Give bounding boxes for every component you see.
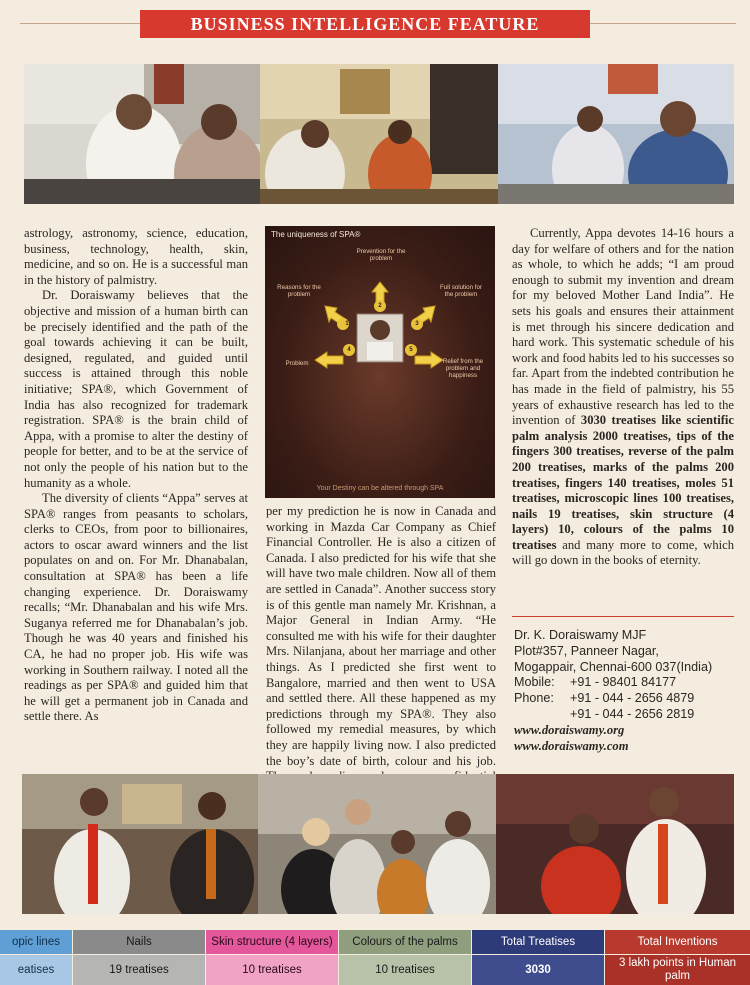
diagram-number: 5 xyxy=(409,346,413,353)
table-cell: eatises xyxy=(0,955,72,985)
diagram-label-bottom-left: Problem xyxy=(285,360,309,367)
diagram-footer: Your Destiny can be altered through SPA xyxy=(316,485,444,492)
photo-group-1 xyxy=(22,774,258,914)
table-header: Skin structure (4 layers) xyxy=(206,930,338,954)
treatises-list: 3030 treatises like scientific palm analysis 2000 treatises, tips of the fingers 300 treatises, reverse of the palm 200 treatises, marks of the palms 200 treatises, fingers 140 treatises, moles 51 treatises, microscopic lines 100 treatises, nails 19 treatises, skin structure (4 layers) 10, colours of the palms 10 treatises xyxy=(512,413,735,552)
table-cell: 3030 xyxy=(472,955,604,985)
table-header: Total Treatises xyxy=(472,930,604,954)
table-header: Total Inventions xyxy=(605,930,750,954)
table-cell: 10 treatises xyxy=(339,955,471,985)
photo-consultation-2 xyxy=(260,64,498,204)
photo-group-3 xyxy=(496,774,734,914)
table-header: Nails xyxy=(73,930,205,954)
spa-diagram xyxy=(265,226,495,498)
paragraph xyxy=(512,226,734,569)
diagram-number: 1 xyxy=(345,320,349,327)
diagram-title: The uniqueness of SPA® xyxy=(271,230,361,239)
contact-address-line: Plot#357, Panneer Nagar, xyxy=(514,643,659,658)
table-header: opic lines xyxy=(0,930,72,954)
website-link[interactable]: www.doraiswamy.org xyxy=(514,722,625,737)
article-column-1 xyxy=(24,226,248,725)
photo-consultation-1 xyxy=(24,64,260,204)
article-column-3 xyxy=(512,226,734,569)
diagram-number: 3 xyxy=(415,320,419,327)
contact-divider xyxy=(512,616,734,617)
treatises-table xyxy=(0,930,750,985)
diagram-number: 4 xyxy=(347,346,351,353)
contact-block xyxy=(514,628,734,754)
feature-banner: BUSINESS INTELLIGENCE FEATURE xyxy=(140,10,590,38)
table-cell: 10 treatises xyxy=(206,955,338,985)
photo-consultation-3 xyxy=(498,64,734,204)
paragraph: The diversity of clients “Appa” serves at SPA® ranges from peasants to scholars, clerks to CEOs, from poor to billionaires, actors to oscar award winners and the list populates on and on. For Mr. Dhanabalan, consultation at SPA® has been a life changing experience. Dr. Doraiswamy recalls; “Mr. Dhanabalan and his wife Mrs. Suganya referred me for Dhanabalan’s job. Though he was 40 years and finished his CA, he had no proper job. His wife was working in Southern railway. I noted all the readings as per SPA® and guided him that he will get a permanent job in Canada and settle there. As xyxy=(24,491,248,724)
table-cell: 3 lakh points in Human palm xyxy=(605,955,750,985)
contact-address-line: Mogappair, Chennai-600 037(India) xyxy=(514,659,713,674)
table-header: Colours of the palms xyxy=(339,930,471,954)
diagram-label-top: Prevention for the problem xyxy=(356,248,406,262)
paragraph-tail: and many more to come, which will go down in the books of eternity. xyxy=(512,537,734,568)
article-column-2 xyxy=(266,504,496,800)
contact-mobile: Mobile: +91 - 98401 84177 xyxy=(514,675,677,690)
diagram-label-left: Reasons for the problem xyxy=(277,284,321,298)
contact-phone: Phone: +91 - 044 - 2656 4879 xyxy=(514,691,695,706)
table-cell: 19 treatises xyxy=(73,955,205,985)
website-link[interactable]: www.doraiswamy.com xyxy=(514,738,629,753)
diagram-label-bottom-right: Relief from the problem and happiness xyxy=(442,358,484,379)
contact-phone: +91 - 044 - 2656 2819 xyxy=(570,706,695,721)
paragraph-text: Currently, Appa devotes 14-16 hours a day for welfare of others and for the nation as whole, to which he adds; “I am proud enough to submit my invention and dream for my beloved Mother Land India”. He sets his goals and ensures their attainment is met through his sincere dedication and hard work. This systematic schedule of his work and food habits led to his successes so far. Apart from the indebted contribution he has made in the field of palmistry, his 55 years of exhaustive research has led to the invention of xyxy=(512,226,734,428)
paragraph: per my prediction he is now in Canada and working in Mazda Car Company as Chief Financial Controller. He is also a citizen of Canada. I also predicted for his wife that she will have two male children. Now all of them are settled in Canada”. Another success story is of this gentle man namely Mr. Krishnan, a Major General in Indian Army. “He consulted me with his wife for their daughter Mrs. Nilanjana, about her marriage and other things. As I predicted she first went to Bangalore, married and then went to USA and settled there. All these happened as my predictions through my SPA®. They also followed my remedial measures, by which they are happily living now. I also predicted the boy’s date of birth, colour and his job. xyxy=(266,504,496,768)
contact-name: Dr. K. Doraiswamy MJF xyxy=(514,628,647,642)
diagram-label-right: Full solution for the problem xyxy=(440,284,482,298)
diagram-number: 2 xyxy=(378,302,382,309)
paragraph: Dr. Doraiswamy believes that the objective and mission of a human birth can be precisely identified and the path of the goal towards achieving it can be built, designed, regulated, and guided until success is attained through this noble initiative; SPA®, which Government of India has also recognized for trademark registration. SPA® is the brain child of Appa, with a promise to alter the destiny of people for better, and to be at the service of not only the people of his nation but to the humanity as a whole. xyxy=(24,288,248,490)
photo-group-2 xyxy=(258,774,496,914)
paragraph: astrology, astronomy, science, education, business, technology, health, skin, medicine, and so on. He is a successful man in the history of palmistry. xyxy=(24,226,248,287)
